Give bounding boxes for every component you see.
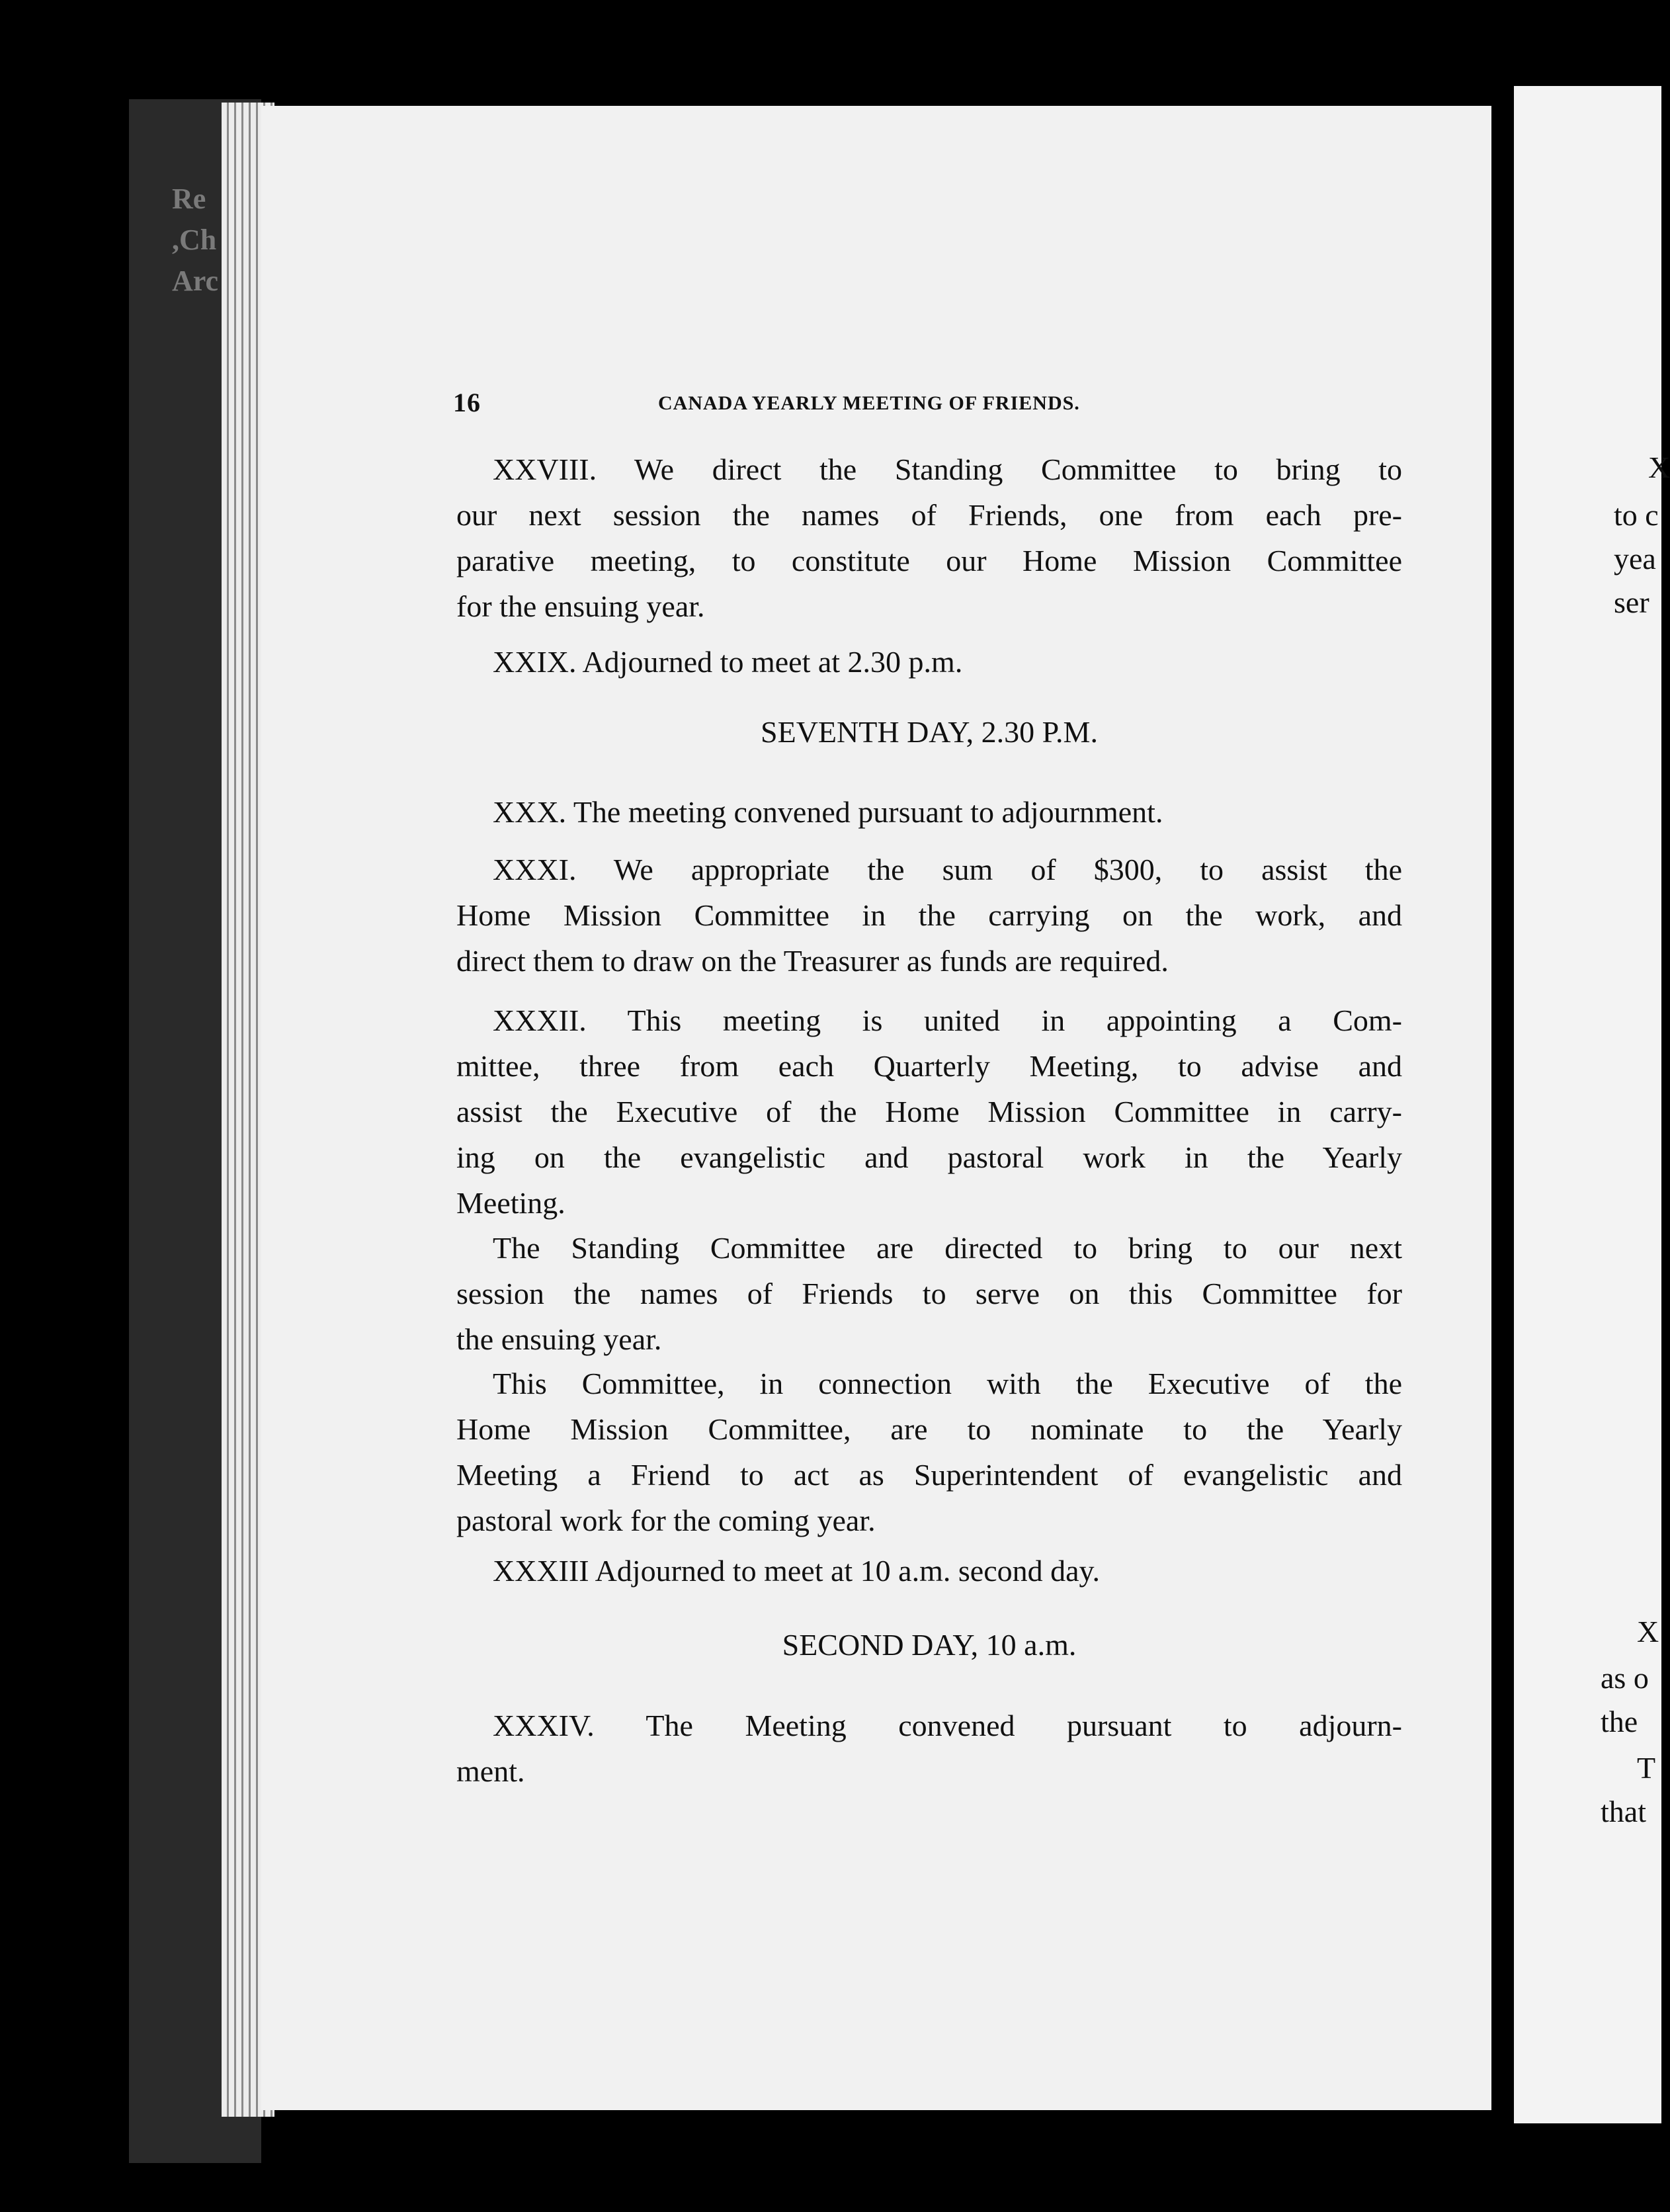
right-page-fragment: that [1601,1795,1646,1828]
binding-label-line: Arc [172,265,219,297]
text-line: the ensuing year. [456,1322,662,1356]
right-page-fragment: X [1637,1615,1659,1648]
right-page-fragment: X [1648,450,1670,484]
paragraph-xxxii [456,998,1402,1226]
right-page-fragment: to c [1614,498,1659,532]
paragraph-xxviii [456,447,1402,629]
text-line: for the ensuing year. [456,589,705,623]
paragraph-standing-committee [456,1225,1402,1362]
text-line: Meeting. [456,1186,565,1220]
text-line: our next session the names of Friends, one from each pre- [456,498,1402,532]
binding-label-line: Re [172,183,206,215]
text-line: ing on the evangelistic and pastoral work in the Yearly [456,1140,1402,1174]
paragraph-xxxi [456,847,1402,984]
section-heading: SECOND DAY, 10 a.m. [782,1628,1077,1662]
right-page-fragment: as o [1601,1661,1649,1695]
right-page-fragment: T [1637,1751,1656,1785]
text-line: XXIX. Adjourned to meet at 2.30 p.m. [493,645,963,679]
right-page-fragment: yea [1614,542,1656,575]
text-line: direct them to draw on the Treasurer as funds are required. [456,944,1169,978]
text-line: XXXIII Adjourned to meet at 10 a.m. second day. [493,1554,1101,1588]
binding-label-line: ,Ch [172,224,217,256]
paragraph-xxxiv [456,1703,1402,1794]
paragraph-xxix [456,639,1402,685]
text-line: mittee, three from each Quarterly Meeting, to advise and [456,1049,1402,1083]
text-line: pastoral work for the coming year. [456,1504,876,1537]
text-line: Home Mission Committee in the carrying on the work, and [456,898,1402,932]
book-gutter [1491,106,1514,2110]
paragraph-xxx [456,789,1402,835]
running-title: CANADA YEARLY MEETING OF FRIENDS. [658,392,1080,414]
text-line: XXVIII. We direct the Standing Committee to bring to [493,452,1402,486]
running-head [453,387,1200,418]
text-line: Home Mission Committee, are to nominate to the Yearly [456,1412,1402,1446]
paragraph-xxxiii [456,1548,1402,1594]
text-line: Meeting a Friend to act as Superintendent of evangelistic and [456,1458,1402,1492]
text-line: XXXII. This meeting is united in appointing a Com- [493,1003,1402,1037]
text-line: assist the Executive of the Home Mission Committee in carry- [456,1095,1402,1128]
page-number: 16 [453,388,481,417]
text-line: XXXIV. The Meeting convened pursuant to adjourn- [493,1709,1402,1742]
text-line: XXXI. We appropriate the sum of $300, to assist the [493,853,1402,886]
paragraph-this-committee [456,1361,1402,1543]
text-line: The Standing Committee are directed to bring to our next [493,1231,1402,1265]
text-line: session the names of Friends to serve on this Committee for [456,1277,1402,1310]
text-line: XXX. The meeting convened pursuant to adjournment. [493,795,1163,829]
section-heading: SEVENTH DAY, 2.30 P.M. [761,715,1098,749]
binding-label [172,179,218,302]
text-line: This Committee, in connection with the Executive of the [493,1367,1402,1400]
right-page-fragment: the [1601,1705,1638,1738]
text-line: parative meeting, to constitute our Home Mission Committee [456,544,1402,577]
right-page-fragment: ser [1614,585,1649,619]
text-line: ment. [456,1754,525,1788]
